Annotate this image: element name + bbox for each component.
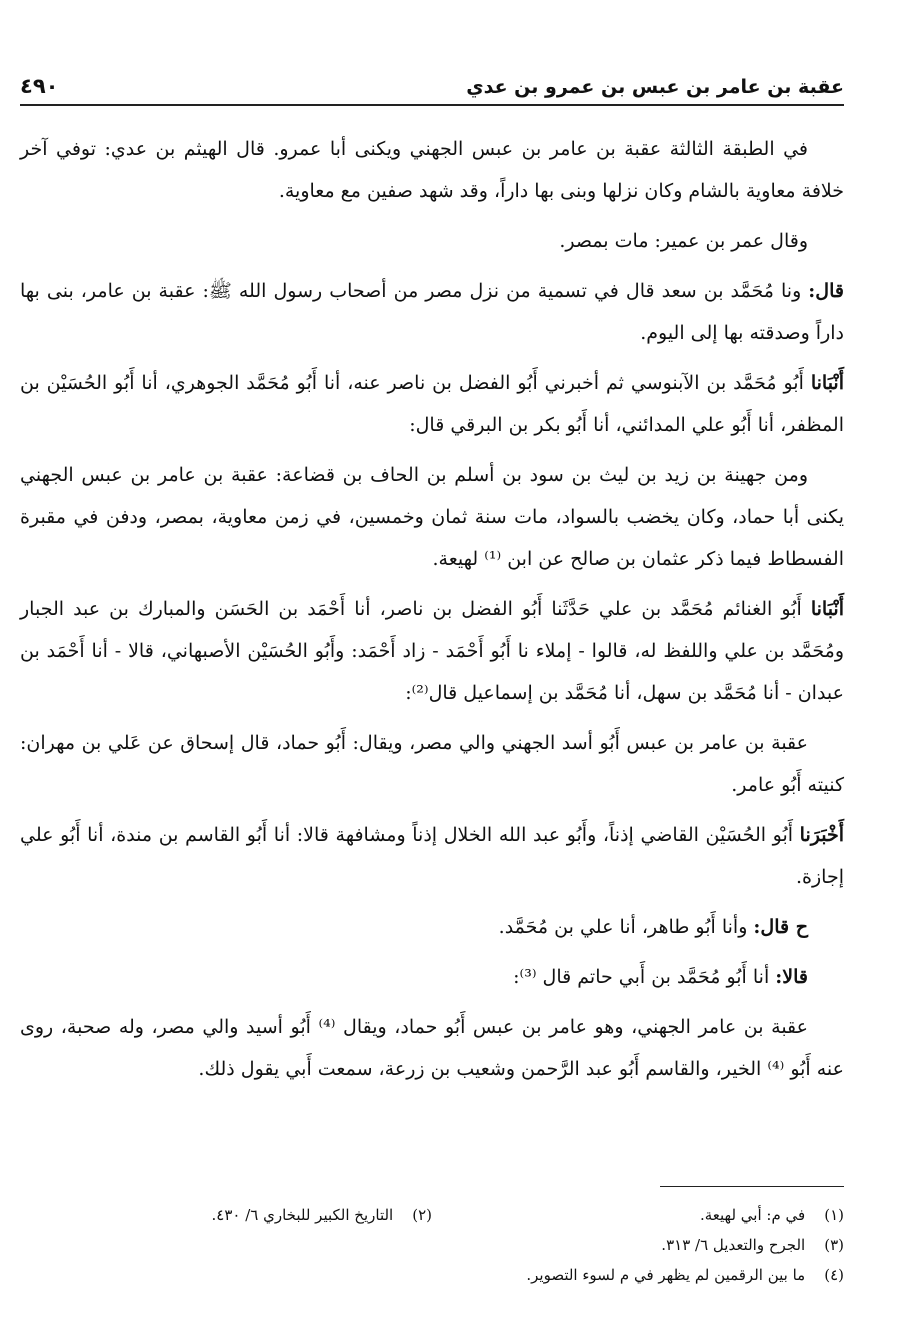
paragraph-text: في الطبقة الثالثة عقبة بن عامر بن عبس الجهني ويكنى أبا عمرو. قال الهيثم بن عدي: توفي آخر خلافة معاوية بالشام وكان نزلها وبنى بها داراً، وقد شهد صفين مع معاوية. [20, 138, 844, 202]
running-title: عقبة بن عامر بن عبس بن عمرو بن عدي [466, 76, 844, 98]
footnote-divider [660, 1186, 844, 1187]
paragraph-keyword: أَخْبَرَنا [799, 824, 844, 846]
paragraph [20, 956, 844, 998]
paragraph-keyword: ح قال: [753, 916, 808, 938]
footnote [20, 1260, 844, 1290]
footnote-text: التاريخ الكبير للبخاري ٦/ ٤٣٠. [211, 1206, 394, 1224]
footnote-number: (١) [824, 1206, 844, 1224]
paragraph-text: ومن جهينة بن زيد بن ليث بن سود بن أسلم بن الحاف بن قضاعة: عقبة بن عامر بن عبس الجهني يكنى أبا حماد، وكان يخضب بالسواد، مات سنة ثمان وخمسين، في زمن معاوية، بمصر، ودفن في مقبرة الفسطاط فيما ذكر عثمان بن صالح عن ابن ⁽¹⁾ لهيعة. [20, 464, 844, 570]
paragraph [20, 1006, 844, 1090]
footnote [20, 1230, 844, 1260]
footnote-text: الجرح والتعديل ٦/ ٣١٣. [661, 1236, 806, 1254]
footnotes [20, 1200, 844, 1290]
paragraph-text: عقبة بن عامر بن عبس أَبُو أسد الجهني والي مصر، ويقال: أَبُو حماد، قال إسحاق عن عَلي بن مهران: كنيته أَبُو عامر. [20, 732, 844, 796]
paragraph [20, 454, 844, 580]
footnote-text: في م: أبي لهيعة. [699, 1206, 806, 1224]
footnote-number: (٤) [824, 1266, 844, 1284]
paragraph-text: أنا أَبُو مُحَمَّد بن أَبي حاتم قال ⁽³⁾: [513, 966, 776, 988]
footnote-number: (٢) [412, 1206, 432, 1224]
paragraph-text: ونا مُحَمَّد بن سعد قال في تسمية من نزل مصر من أصحاب رسول الله ﷺ: عقبة بن عامر، بنى بها داراً وصدقته بها إلى اليوم. [20, 280, 844, 344]
paragraph-keyword: قال: [808, 280, 844, 302]
paragraph-keyword: قالا: [775, 966, 808, 988]
paragraph [20, 588, 844, 714]
paragraph-text: عقبة بن عامر الجهني، وهو عامر بن عبس أَبُو حماد، ويقال ⁽⁴⁾ أَبُو أسيد والي مصر، وله صحبة، روى عنه أَبُو ⁽⁴⁾ الخير، والقاسم أَبُو عبد الرَّحمن وشعيب بن زرعة، سمعت أَبي يقول ذلك. [20, 1016, 844, 1080]
paragraph [20, 128, 844, 212]
footnote-text: ما بين الرقمين لم يظهر في م لسوء التصوير. [526, 1266, 806, 1284]
paragraph-text: أَبُو مُحَمَّد بن الآبنوسي ثم أخبرني أَبُو الفضل بن ناصر عنه، أنا أَبُو مُحَمَّد الجوهري، أنا أَبُو الحُسَيْن بن المظفر، أنا أَبُو علي المدائني، أنا أَبُو بكر بن البرقي قال: [20, 372, 844, 436]
paragraph [20, 362, 844, 446]
main-text [20, 128, 844, 1098]
footnote-number: (٣) [824, 1236, 844, 1254]
paragraph-text: أَبُو الحُسَيْن القاضي إذناً، وأَبُو عبد الله الخلال إذناً ومشافهة قالا: أنا أَبُو القاسم بن مندة، أنا أَبُو علي إجازة. [20, 824, 844, 888]
paragraph-text: أَبُو الغنائم مُحَمَّد بن علي حَدَّثَنا أَبُو الفضل بن ناصر، أنا أَحْمَد بن الحَسَن والمبارك بن عبد الجبار ومُحَمَّد بن علي واللفظ له، قالوا - إملاء نا أَبُو أَحْمَد - زاد أَحْمَد: وأَبُو الحُسَيْن الأصبهاني، قالا - أنا أَحْمَد بن عبدان - أنا مُحَمَّد بن سهل، أنا مُحَمَّد بن إسماعيل قال⁽²⁾: [20, 598, 844, 704]
paragraph [20, 906, 844, 948]
paragraph [20, 722, 844, 806]
paragraph [20, 270, 844, 354]
paragraph-keyword: أَنْبَانا [810, 598, 844, 620]
footnote-row [20, 1200, 844, 1230]
paragraph [20, 814, 844, 898]
paragraph [20, 220, 844, 262]
paragraph-text: وأنا أَبُو طاهر، أنا علي بن مُحَمَّد. [498, 916, 754, 938]
page-number: ٤٩٠ [20, 74, 59, 98]
paragraph-keyword: أَنْبَانا [810, 372, 844, 394]
footnote [20, 1200, 432, 1230]
paragraph-text: وقال عمر بن عمير: مات بمصر. [559, 230, 808, 252]
footnote [432, 1200, 844, 1230]
page-header [20, 66, 844, 106]
